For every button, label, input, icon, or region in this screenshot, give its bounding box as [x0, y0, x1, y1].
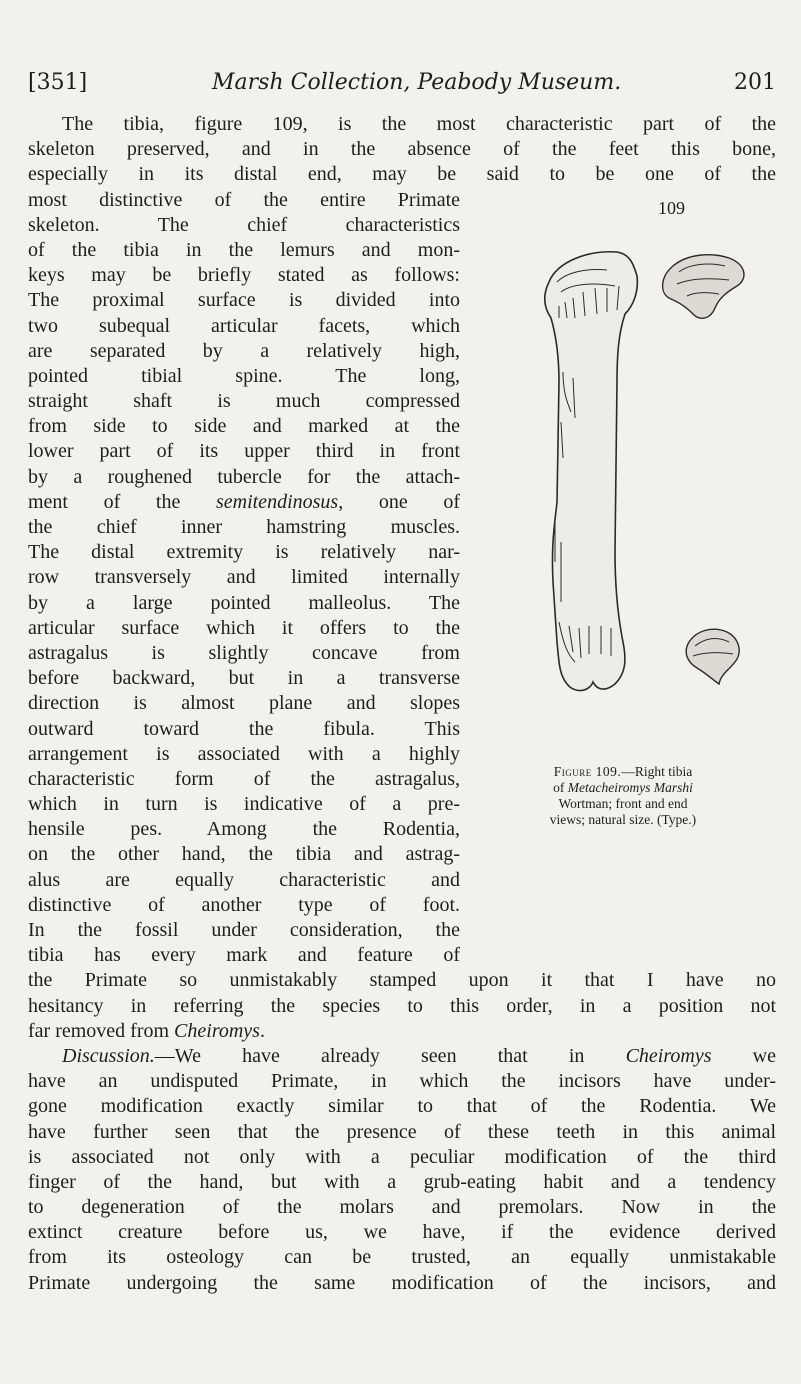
caption-species: Metacheiromys Marshi: [567, 780, 693, 795]
text-line: before backward, but in a transverse: [28, 667, 460, 690]
text-line: articular surface which it offers to the: [28, 616, 460, 639]
running-title: Marsh Collection, Peabody Museum.: [212, 70, 622, 95]
caption-line-4: views; natural size. (Type.): [549, 812, 697, 827]
text-line: row transversely and limited internally: [28, 566, 460, 589]
text-line: two subequal articular facets, which: [28, 314, 460, 337]
text-line: is associated not only with a peculiar modification of the third: [28, 1145, 776, 1168]
text-line: by a roughened tubercle for the attach-: [28, 465, 460, 488]
text-line: on the other hand, the tibia and astrag-: [28, 843, 460, 866]
text-line: lower part of its upper third in front: [28, 440, 460, 463]
text-line: of the tibia in the lemurs and mon-: [28, 238, 460, 261]
text-line: arrangement is associated with a highly: [28, 742, 460, 765]
text-line: astragalus is slightly concave from: [28, 641, 460, 664]
text-line: are separated by a relatively high,: [28, 339, 460, 362]
caption-label: Figure 109.: [553, 764, 622, 779]
text-line: direction is almost plane and slopes: [28, 692, 460, 715]
caption-line-3: Wortman; front and end: [558, 796, 688, 811]
text-line: Primate undergoing the same modification of the incisors, and: [28, 1271, 776, 1294]
text-span: .: [259, 1019, 265, 1042]
body-text: [28, 112, 776, 1296]
text-span: , one of: [338, 490, 460, 513]
text-line: have an undisputed Primate, in which the incisors have under-: [28, 1070, 776, 1093]
text-line: finger of the hand, but with a grub-eating habit and a tendency: [28, 1170, 776, 1193]
text-line: the Primate so unmistakably stamped upon it that I have no: [28, 969, 776, 992]
text-line: The distal extremity is relatively nar-: [28, 541, 460, 564]
text-span: we: [711, 1044, 776, 1067]
text-line: The tibia, figure 109, is the most characteristic part of the: [62, 113, 776, 135]
text-line: The proximal surface is divided into: [28, 289, 460, 312]
text-line: hensile pes. Among the Rodentia,: [28, 818, 460, 841]
italic-term: semitendinosus: [215, 490, 339, 513]
italic-term: Cheiromys: [174, 1019, 260, 1042]
italic-term: Cheiromys: [625, 1044, 712, 1067]
text-line: alus are equally characteristic and: [28, 868, 460, 891]
text-line: skeleton preserved, and in the absence of the feet this bone,: [28, 138, 776, 161]
text-line: the chief inner hamstring muscles.: [28, 516, 460, 538]
text-line: hesitancy in referring the species to this order, in a position not: [28, 994, 776, 1017]
text-line: which in turn is indicative of a pre-: [28, 793, 460, 816]
text-line: [28, 1019, 776, 1044]
text-line: extinct creature before us, we have, if the evidence derived: [28, 1221, 776, 1244]
running-header: [28, 70, 776, 100]
page-number: 201: [734, 70, 776, 95]
caption-title: —Right tibia: [621, 764, 693, 779]
text-line: from side to side and marked at the: [28, 415, 460, 438]
text-line: by a large pointed malleolus. The: [28, 591, 460, 614]
text-line: especially in its distal end, may be said to be one of the: [28, 163, 776, 186]
text-span: ment of the: [28, 490, 216, 513]
text-line: to degeneration of the molars and premolars. Now in the: [28, 1196, 776, 1219]
text-line: most distinctive of the entire Primate: [28, 188, 460, 211]
text-line: gone modification exactly similar to that of the Rodentia. We: [28, 1095, 776, 1118]
text-line: outward toward the fibula. This: [28, 717, 460, 740]
text-line: pointed tibial spine. The long,: [28, 364, 460, 387]
text-line: have further seen that the presence of these teeth in this animal: [28, 1120, 776, 1143]
text-span: far removed from: [28, 1019, 175, 1042]
text-line: [28, 490, 460, 515]
text-line: [28, 1044, 776, 1069]
text-line: from its osteology can be trusted, an equally unmistakable: [28, 1246, 776, 1269]
text-line: distinctive of another type of foot.: [28, 893, 460, 916]
text-line: keys may be briefly stated as follows:: [28, 264, 460, 287]
text-span: —We have already seen that in: [154, 1044, 626, 1067]
text-line: skeleton. The chief characteristics: [28, 213, 460, 236]
page-reference: [351]: [28, 70, 88, 95]
text-line: straight shaft is much compressed: [28, 390, 460, 413]
caption-prefix: of: [553, 780, 568, 795]
text-line: In the fossil under consideration, the: [28, 919, 460, 941]
figure-number: 109: [658, 198, 685, 218]
text-line: tibia has every mark and feature of: [28, 944, 460, 967]
text-line: characteristic form of the astragalus,: [28, 767, 460, 790]
discussion-heading: Discussion.: [62, 1044, 155, 1067]
